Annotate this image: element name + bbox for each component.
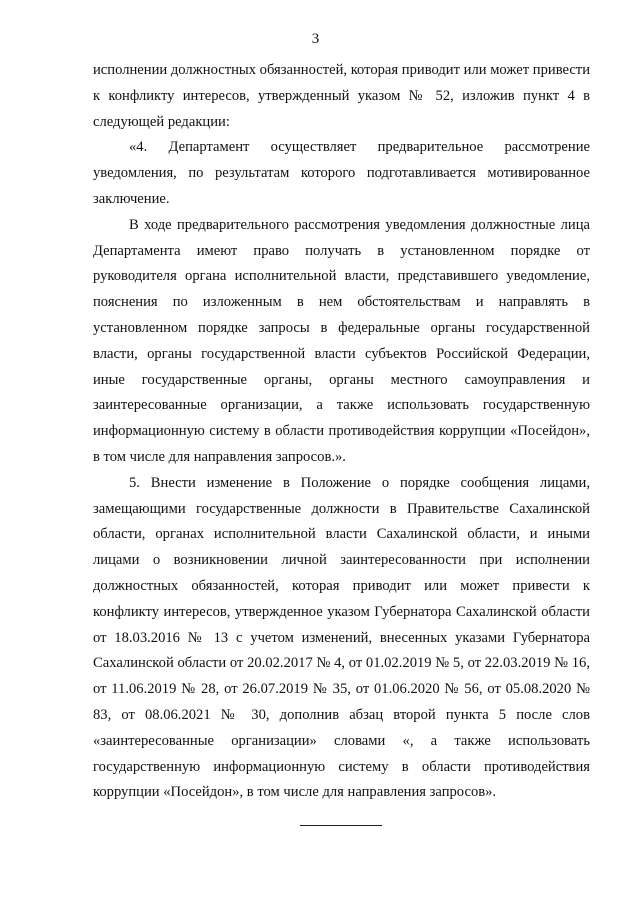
page-number: 3 — [311, 31, 320, 47]
document-body — [93, 58, 590, 806]
paragraph-item-5: 5. Внести изменение в Положение о порядке сообщения лицами, замещающими государственные должности в Правительстве Сахалинской области, органах исполнительной власти Сахалинской области, и иными лицами о возникновении личной заинтересованности при исполнении должностных обязанностей, которая приводит или может привести к конфликту интересов, утвержденное указом Губернатора Сахалинской области от 18.03.2016 № 13 с учетом изменений, внесенных указами Губернатора Сахалинской области от 20.02.2017 № 4, от 01.02.2019 № 5, от 22.03.2019 № 16, от 11.06.2019 № 28, от 26.07.2019 № 35, от 01.06.2020 № 56, от 05.08.2020 № 83, от 08.06.2021 № 30, дополнив абзац второй пункта 5 после слов «заинтересованные организации» словами «, а также использовать государственную информационную систему в области противодействия коррупции «Посейдон», в том числе для направления запросов». — [93, 474, 590, 801]
end-rule — [300, 825, 382, 826]
paragraph-continuation: исполнении должностных обязанностей, которая приводит или может привести к конфликту интересов, утвержденный указом № 52, изложив пункт 4 в следующей редакции: — [93, 62, 590, 130]
paragraph-preliminary-review: В ходе предварительного рассмотрения уведомления должностные лица Департамента имеют право получать в установленном порядке от руководителя органа исполнительной власти, представившего уведомление, пояснения по изложенным в нем обстоятельствам и направлять в установленном порядке запросы в федеральные органы государственной власти, органы государственной власти субъектов Российской Федерации, иные государственные органы, органы местного самоуправления и заинтересованные организации, а также использовать государственную информационную систему в области противодействия коррупции «Посейдон», в том числе для направления запросов.». — [93, 216, 590, 465]
paragraph-item-4: «4. Департамент осуществляет предварительное рассмотрение уведомления, по результатам которого подготавливается мотивированное заключение. — [93, 139, 590, 207]
